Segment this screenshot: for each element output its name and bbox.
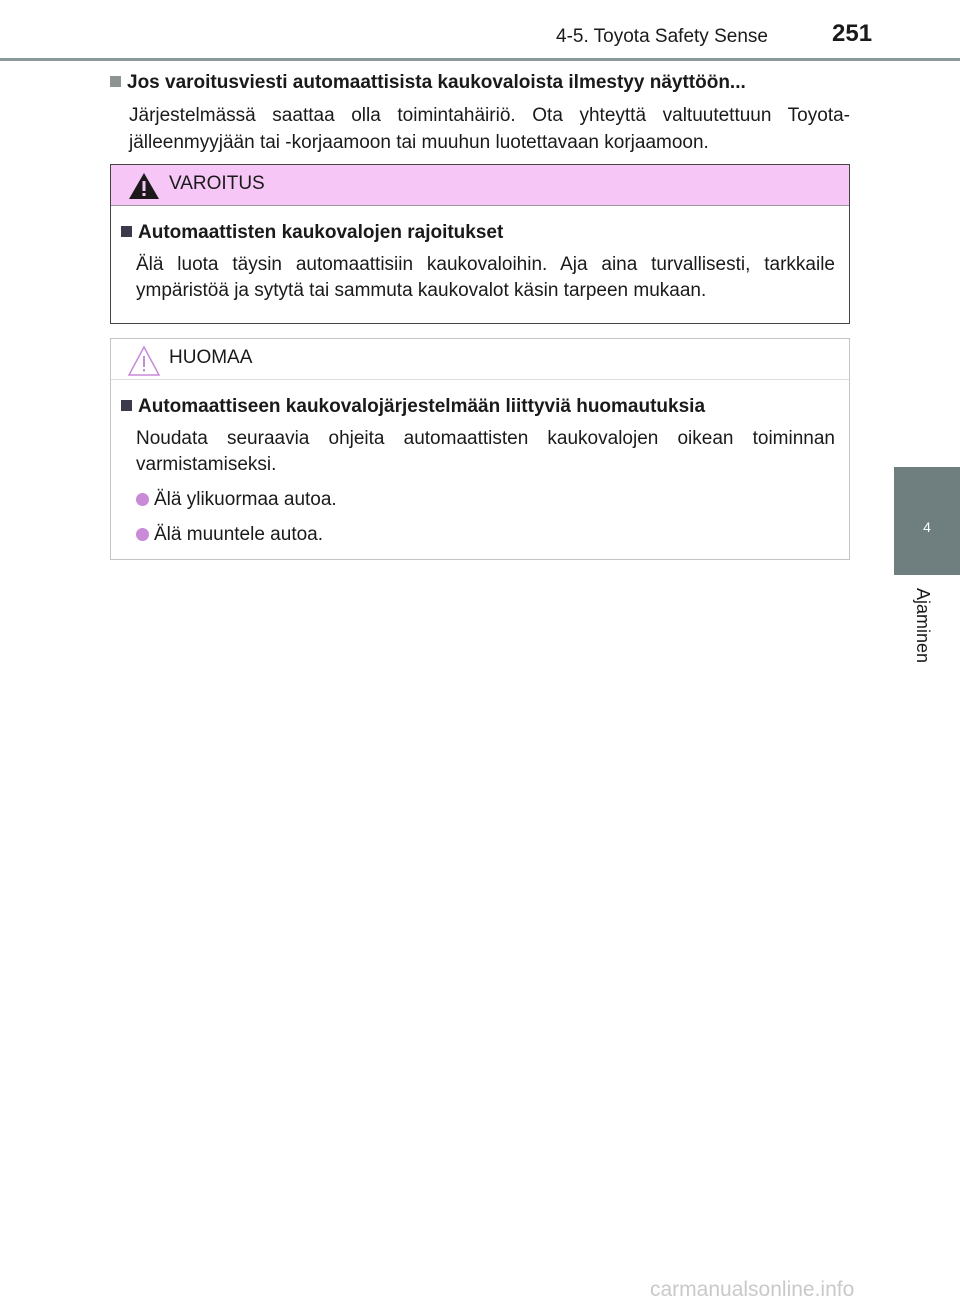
note-box (110, 338, 850, 560)
caution-triangle-icon (127, 345, 161, 377)
section-body: Järjestelmässä saattaa olla toimintahäiriö. Ota yhteyttä valtuutettuun Toyota-jälleenmyyjään tai -korjaamoon tai muuhun luotettavaan korjaamoon. (129, 105, 850, 153)
bullet-dot-icon (136, 493, 149, 506)
chapter-label: Ajaminen (913, 588, 933, 664)
list-item-text: Älä muuntele autoa. (154, 524, 324, 545)
section-heading (110, 72, 850, 94)
info-section (110, 72, 850, 156)
list-item-text: Älä ylikuormaa autoa. (154, 489, 337, 510)
note-box-content (111, 380, 849, 548)
note-heading (121, 396, 835, 418)
list-item (136, 487, 835, 513)
square-bullet-icon (121, 400, 132, 411)
chapter-number: 4 (923, 519, 931, 535)
note-heading-text: Automaattiseen kaukovalojärjestelmään liittyviä huomautuksia (138, 396, 706, 417)
warning-box-content (111, 206, 849, 304)
header-divider (0, 58, 960, 61)
warning-heading-text: Automaattisten kaukovalojen rajoitukset (138, 222, 504, 243)
note-box-header (111, 339, 849, 380)
watermark: carmanualsonline.info (650, 1278, 855, 1301)
section-heading-text: Jos varoitusviesti automaattisista kaukovaloista ilmestyy näyttöön... (127, 72, 746, 93)
page-number: 251 (832, 20, 873, 47)
warning-box-header (111, 165, 849, 206)
square-bullet-icon (121, 226, 132, 237)
note-text: Noudata seuraavia ohjeita automaattisten kaukovalojen oikean toiminnan varmistamiseksi. (136, 428, 835, 475)
chapter-tab (894, 467, 960, 575)
warning-box-title: VAROITUS (169, 173, 265, 194)
bullet-dot-icon (136, 528, 149, 541)
warning-box (110, 164, 850, 324)
list-item (136, 522, 835, 548)
warning-triangle-icon (127, 171, 161, 201)
square-bullet-icon (110, 76, 121, 87)
header-section-title: 4-5. Toyota Safety Sense (556, 26, 768, 47)
warning-text: Älä luota täysin automaattisiin kaukovaloihin. Aja aina turvallisesti, tarkkaile ympäristöä ja sytytä tai sammuta kaukovalot käsin tarpeen mukaan. (136, 254, 835, 301)
note-box-title: HUOMAA (169, 347, 253, 368)
warning-heading (121, 222, 835, 244)
